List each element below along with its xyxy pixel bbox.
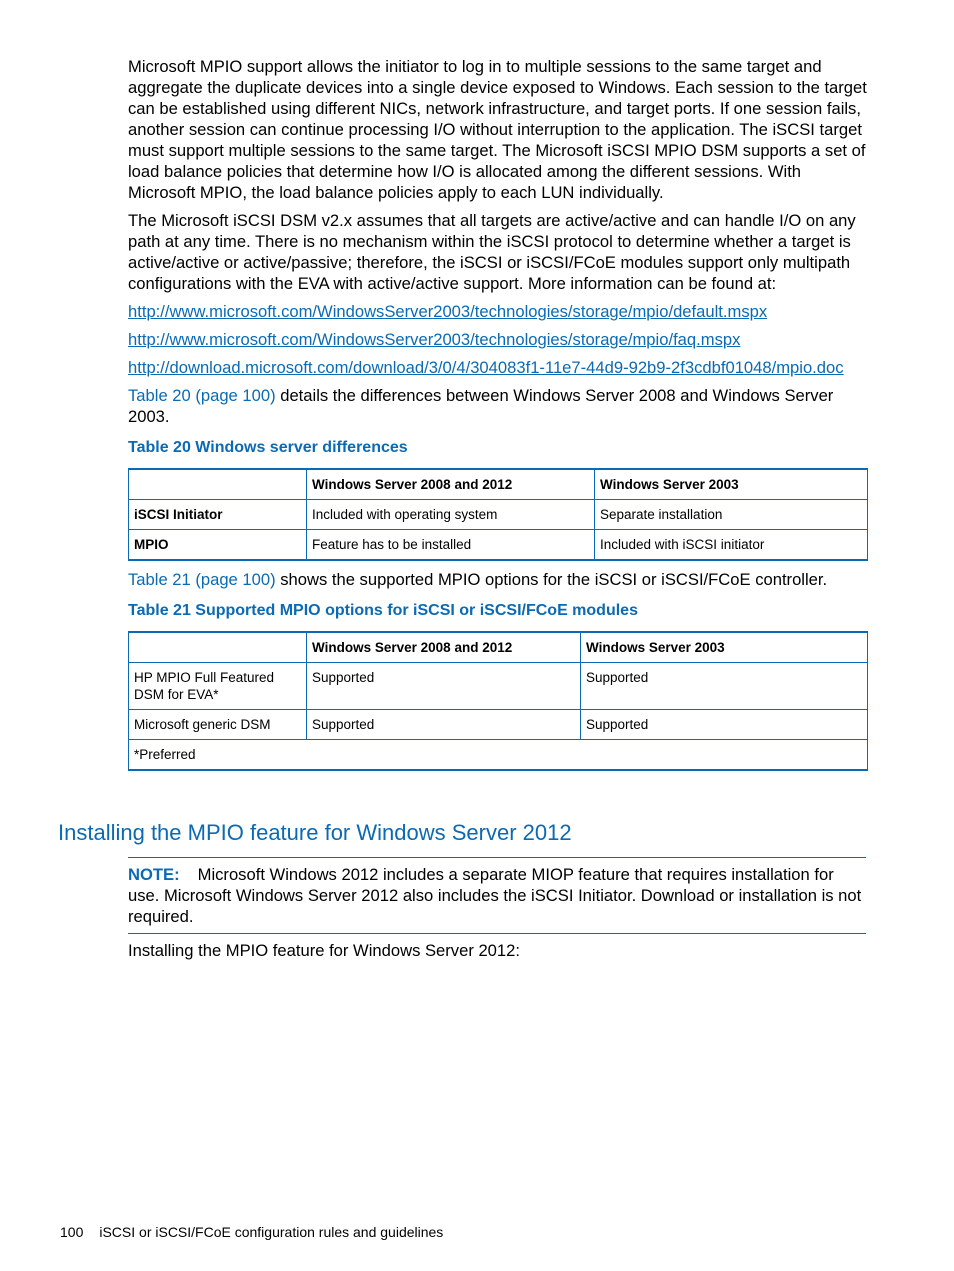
link-mpio-default[interactable]: http://www.microsoft.com/WindowsServer2003/technologies/storage/mpio/default.mspx	[128, 302, 768, 321]
page-footer	[60, 1222, 443, 1242]
table-cell: Supported	[307, 710, 581, 740]
note-box	[128, 857, 866, 934]
table-footnote-row	[129, 740, 868, 771]
table-20-header: Windows Server 2003	[595, 469, 868, 500]
table-cell: Microsoft generic DSM	[129, 710, 307, 740]
table-cell: Supported	[581, 663, 868, 710]
table-row	[129, 500, 868, 530]
paragraph-table21-xref	[128, 569, 868, 590]
paragraph-mpio-support: Microsoft MPIO support allows the initiator to log in to multiple sessions to the same target and aggregate the duplicate devices into a single device exposed to Windows. Each session to the target can be established using different NICs, network infrastructure, and target ports. If one session fails, another session can continue processing I/O without interruption to the application. The iSCSI target must support multiple sessions to the same target. The Microsoft iSCSI MPIO DSM supports a set of load balance policies that determine how I/O is allocated among the different sessions. With Microsoft MPIO, the load balance policies apply to each LUN individually.	[128, 57, 867, 202]
note-label: NOTE:	[128, 865, 180, 884]
table-20	[128, 468, 868, 561]
section-heading: Installing the MPIO feature for Windows Server 2012	[58, 820, 572, 845]
table-row	[129, 710, 868, 740]
table-20-header	[129, 469, 307, 500]
paragraph-table20-xref	[128, 385, 868, 427]
table-cell: iSCSI Initiator	[129, 500, 307, 530]
table-cell: Included with operating system	[307, 500, 595, 530]
xref-table-21[interactable]: Table 21 (page 100)	[128, 570, 276, 589]
table-21-header: Windows Server 2008 and 2012	[307, 632, 581, 663]
table-row	[129, 530, 868, 561]
page-number: 100	[60, 1224, 84, 1240]
table-21-header: Windows Server 2003	[581, 632, 868, 663]
link-mpio-doc[interactable]: http://download.microsoft.com/download/3/0/4/304083f1-11e7-44d9-92b9-2f3cdbf01048/mpio.doc	[128, 358, 844, 377]
table-cell: HP MPIO Full Featured DSM for EVA*	[129, 663, 307, 710]
table-20-header: Windows Server 2008 and 2012	[307, 469, 595, 500]
table-20-caption: Table 20 Windows server differences	[128, 439, 408, 456]
table-row	[129, 663, 868, 710]
table-21-header-row	[129, 632, 868, 663]
table-21-caption: Table 21 Supported MPIO options for iSCSI or iSCSI/FCoE modules	[128, 602, 638, 619]
table-footnote: *Preferred	[129, 740, 868, 771]
table-20-header-row	[129, 469, 868, 500]
xref-table-20[interactable]: Table 20 (page 100)	[128, 386, 276, 405]
table-21	[128, 631, 868, 771]
paragraph-install-intro: Installing the MPIO feature for Windows Server 2012:	[128, 941, 520, 960]
link-mpio-faq[interactable]: http://www.microsoft.com/WindowsServer2003/technologies/storage/mpio/faq.mspx	[128, 330, 741, 349]
table-cell: Supported	[307, 663, 581, 710]
table-cell: Supported	[581, 710, 868, 740]
xref-table-21-text: shows the supported MPIO options for the iSCSI or iSCSI/FCoE controller.	[275, 570, 828, 589]
page-body	[128, 56, 868, 771]
table-cell: MPIO	[129, 530, 307, 561]
table-cell: Included with iSCSI initiator	[595, 530, 868, 561]
xref-table-20-text: details the differences between Windows Server 2008 and Windows Server 2003.	[128, 386, 834, 426]
paragraph-dsm-v2: The Microsoft iSCSI DSM v2.x assumes that all targets are active/active and can handle I/O on any path at any time. There is no mechanism within the iSCSI protocol to determine whether a target is active/active or active/passive; therefore, the iSCSI or iSCSI/FCoE modules support only multipath configurations with the EVA with active/active support. More information can be found at:	[128, 211, 856, 293]
note-text: Microsoft Windows 2012 includes a separate MIOP feature that requires installation for use. Microsoft Windows Server 2012 also includes the iSCSI Initiator. Download or installation is not required.	[128, 865, 862, 926]
table-cell: Separate installation	[595, 500, 868, 530]
table-cell: Feature has to be installed	[307, 530, 595, 561]
footer-title: iSCSI or iSCSI/FCoE configuration rules and guidelines	[99, 1224, 444, 1240]
table-21-header	[129, 632, 307, 663]
